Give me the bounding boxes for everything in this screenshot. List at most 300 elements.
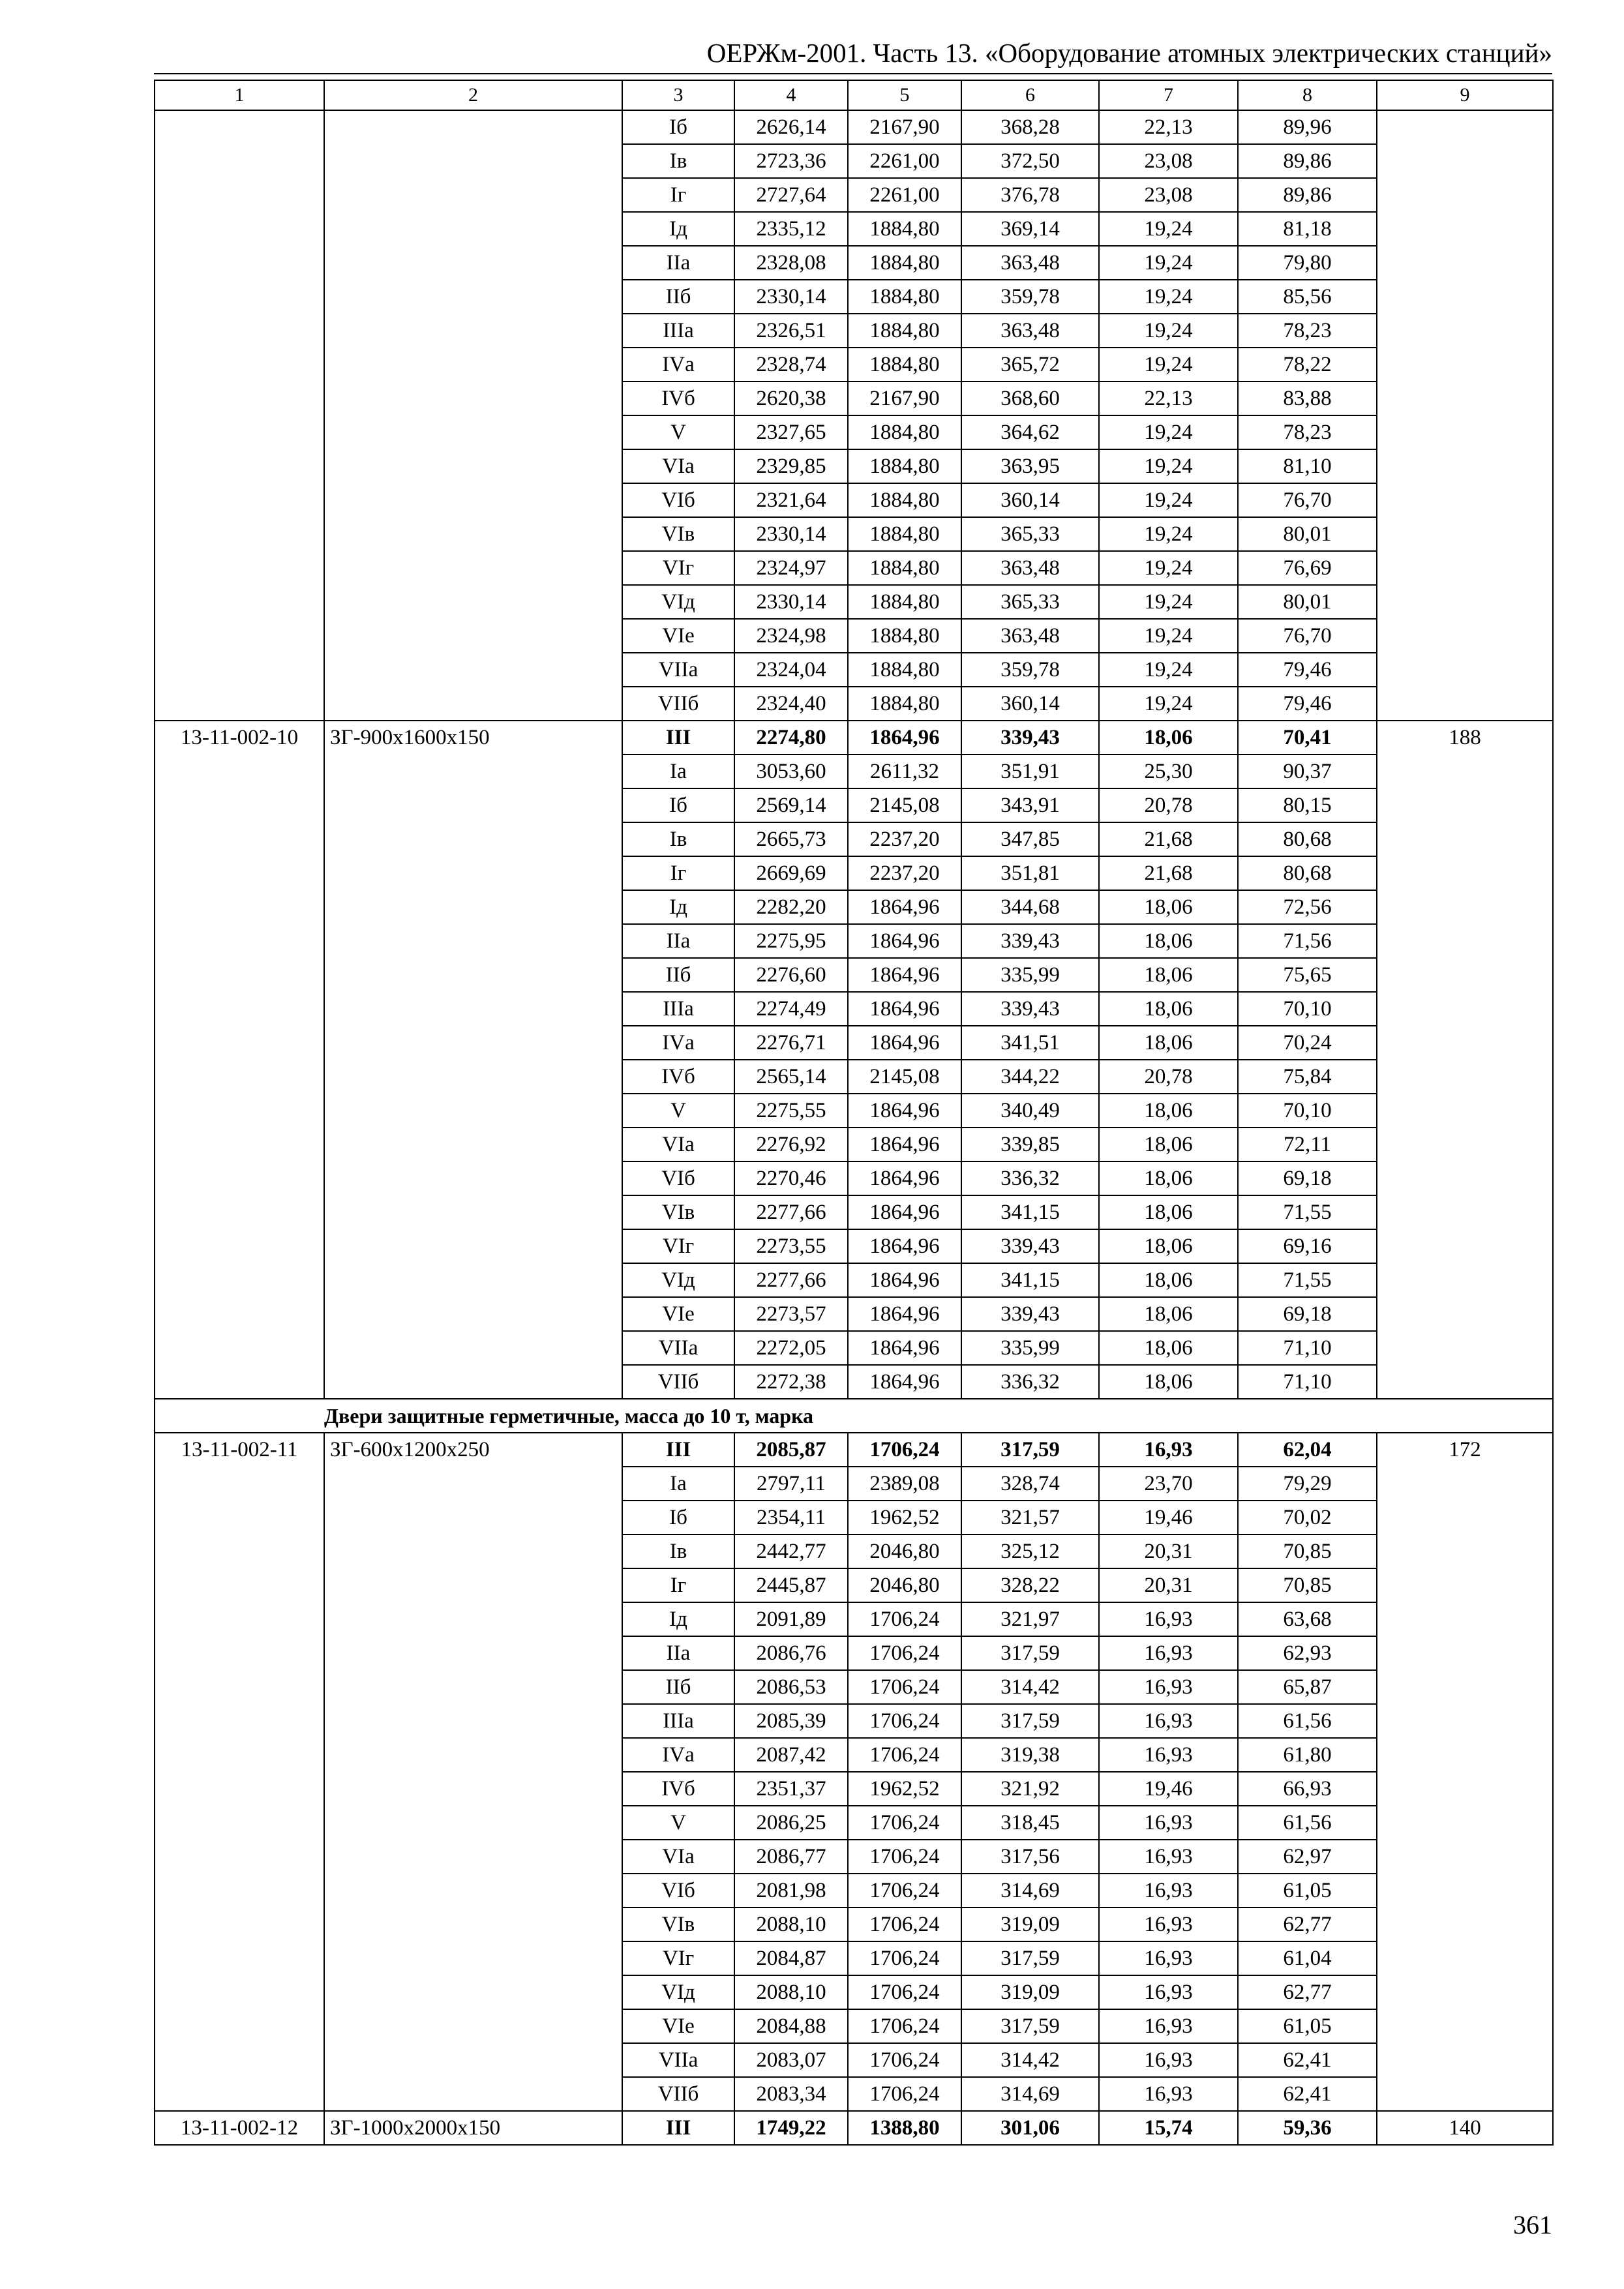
page-number: 361 xyxy=(1513,2210,1552,2239)
labor-cost: 1864,96 xyxy=(848,1331,961,1365)
labor-cost: 1884,80 xyxy=(848,517,961,551)
table-row xyxy=(155,2111,1553,2145)
rate-code xyxy=(155,110,324,721)
machine-cost: 359,78 xyxy=(961,280,1099,314)
materials-cost: 61,05 xyxy=(1238,1874,1377,1908)
materials-cost: 66,93 xyxy=(1238,1772,1377,1806)
region-zone: VIв xyxy=(622,517,734,551)
total-cost: 2727,64 xyxy=(734,178,848,212)
machinist-labor: 16,93 xyxy=(1099,1670,1238,1704)
region-zone: VIе xyxy=(622,1297,734,1331)
materials-cost: 70,85 xyxy=(1238,1534,1377,1568)
total-cost: 2328,74 xyxy=(734,348,848,382)
labor-cost: 1388,80 xyxy=(848,2111,961,2145)
region-zone: III xyxy=(622,1433,734,1467)
labor-cost: 1884,80 xyxy=(848,653,961,687)
total-cost: 2723,36 xyxy=(734,144,848,178)
labor-cost: 1884,80 xyxy=(848,449,961,483)
labor-cost: 2611,32 xyxy=(848,755,961,788)
labor-cost: 1864,96 xyxy=(848,958,961,992)
region-zone: Iд xyxy=(622,212,734,246)
machine-cost: 363,48 xyxy=(961,619,1099,653)
total-cost: 2330,14 xyxy=(734,280,848,314)
materials-cost: 78,23 xyxy=(1238,415,1377,449)
region-zone: IIб xyxy=(622,1670,734,1704)
region-zone: VIд xyxy=(622,1263,734,1297)
region-zone: IIа xyxy=(622,1636,734,1670)
labor-cost: 1706,24 xyxy=(848,1636,961,1670)
materials-cost: 62,97 xyxy=(1238,1840,1377,1874)
machine-cost: 314,42 xyxy=(961,2043,1099,2077)
region-zone: VIIб xyxy=(622,1365,734,1399)
materials-cost: 61,80 xyxy=(1238,1738,1377,1772)
labor-hours: 172 xyxy=(1377,1433,1553,2111)
materials-cost: 61,05 xyxy=(1238,2009,1377,2043)
materials-cost: 70,10 xyxy=(1238,992,1377,1026)
region-zone: IVб xyxy=(622,382,734,415)
page-header: ОЕРЖм-2001. Часть 13. «Оборудование атомных электрических станций» xyxy=(706,38,1552,68)
machine-cost: 319,09 xyxy=(961,1975,1099,2009)
machinist-labor: 18,06 xyxy=(1099,1094,1238,1128)
machine-cost: 359,78 xyxy=(961,653,1099,687)
machine-cost: 314,42 xyxy=(961,1670,1099,1704)
machine-cost: 339,85 xyxy=(961,1128,1099,1161)
machine-cost: 339,43 xyxy=(961,1297,1099,1331)
header-rule xyxy=(154,73,1552,74)
region-zone: IVб xyxy=(622,1060,734,1094)
labor-cost: 2167,90 xyxy=(848,382,961,415)
region-zone: Iб xyxy=(622,1501,734,1534)
materials-cost: 62,41 xyxy=(1238,2043,1377,2077)
labor-cost: 1706,24 xyxy=(848,1874,961,1908)
machine-cost: 319,38 xyxy=(961,1738,1099,1772)
machinist-labor: 25,30 xyxy=(1099,755,1238,788)
total-cost: 2081,98 xyxy=(734,1874,848,1908)
total-cost: 2083,34 xyxy=(734,2077,848,2111)
machinist-labor: 20,78 xyxy=(1099,788,1238,822)
machinist-labor: 19,24 xyxy=(1099,517,1238,551)
materials-cost: 70,10 xyxy=(1238,1094,1377,1128)
machine-cost: 368,28 xyxy=(961,110,1099,144)
labor-cost: 1706,24 xyxy=(848,1806,961,1840)
machinist-labor: 19,46 xyxy=(1099,1501,1238,1534)
machinist-labor: 18,06 xyxy=(1099,1263,1238,1297)
machinist-labor: 18,06 xyxy=(1099,890,1238,924)
region-zone: IIа xyxy=(622,924,734,958)
column-number: 5 xyxy=(848,80,961,110)
region-zone: Iг xyxy=(622,178,734,212)
machine-cost: 365,33 xyxy=(961,585,1099,619)
labor-cost: 1706,24 xyxy=(848,1704,961,1738)
materials-cost: 71,10 xyxy=(1238,1331,1377,1365)
labor-cost: 1884,80 xyxy=(848,483,961,517)
total-cost: 2327,65 xyxy=(734,415,848,449)
materials-cost: 70,41 xyxy=(1238,721,1377,755)
materials-cost: 89,96 xyxy=(1238,110,1377,144)
machinist-labor: 19,24 xyxy=(1099,653,1238,687)
machinist-labor: 19,24 xyxy=(1099,551,1238,585)
machine-cost: 340,49 xyxy=(961,1094,1099,1128)
total-cost: 2324,04 xyxy=(734,653,848,687)
machine-cost: 336,32 xyxy=(961,1161,1099,1195)
total-cost: 2324,40 xyxy=(734,687,848,721)
machinist-labor: 18,06 xyxy=(1099,721,1238,755)
labor-cost: 1884,80 xyxy=(848,687,961,721)
labor-hours: 140 xyxy=(1377,2111,1553,2145)
machine-cost: 363,95 xyxy=(961,449,1099,483)
total-cost: 2277,66 xyxy=(734,1263,848,1297)
materials-cost: 71,10 xyxy=(1238,1365,1377,1399)
machine-cost: 318,45 xyxy=(961,1806,1099,1840)
rate-code: 13-11-002-12 xyxy=(155,2111,324,2145)
machine-cost: 314,69 xyxy=(961,2077,1099,2111)
labor-cost: 1864,96 xyxy=(848,1195,961,1229)
machine-cost: 365,72 xyxy=(961,348,1099,382)
materials-cost: 89,86 xyxy=(1238,144,1377,178)
total-cost: 2569,14 xyxy=(734,788,848,822)
region-zone: VIг xyxy=(622,1941,734,1975)
labor-cost: 1706,24 xyxy=(848,1840,961,1874)
region-zone: V xyxy=(622,415,734,449)
column-number: 1 xyxy=(155,80,324,110)
materials-cost: 79,46 xyxy=(1238,687,1377,721)
labor-hours xyxy=(1377,110,1553,721)
labor-cost: 1864,96 xyxy=(848,1229,961,1263)
region-zone: IIIа xyxy=(622,992,734,1026)
column-number: 3 xyxy=(622,80,734,110)
equipment-name: ЗГ-600х1200х250 xyxy=(324,1433,622,2111)
labor-cost: 1706,24 xyxy=(848,1602,961,1636)
labor-cost: 1884,80 xyxy=(848,348,961,382)
materials-cost: 80,01 xyxy=(1238,585,1377,619)
labor-cost: 1864,96 xyxy=(848,1263,961,1297)
machinist-labor: 16,93 xyxy=(1099,1433,1238,1467)
section-heading: Двери защитные герметичные, масса до 10 т, марка xyxy=(324,1399,1553,1433)
materials-cost: 70,02 xyxy=(1238,1501,1377,1534)
labor-cost: 1706,24 xyxy=(848,2043,961,2077)
labor-cost: 1706,24 xyxy=(848,1670,961,1704)
materials-cost: 81,10 xyxy=(1238,449,1377,483)
equipment-name xyxy=(324,110,622,721)
labor-cost: 1864,96 xyxy=(848,1128,961,1161)
machinist-labor: 16,93 xyxy=(1099,1704,1238,1738)
rate-code: 13-11-002-11 xyxy=(155,1433,324,2111)
machine-cost: 339,43 xyxy=(961,992,1099,1026)
labor-cost: 1864,96 xyxy=(848,1297,961,1331)
section-heading-row xyxy=(155,1399,1553,1433)
machinist-labor: 15,74 xyxy=(1099,2111,1238,2145)
materials-cost: 79,46 xyxy=(1238,653,1377,687)
total-cost: 2084,87 xyxy=(734,1941,848,1975)
total-cost: 2086,76 xyxy=(734,1636,848,1670)
machinist-labor: 16,93 xyxy=(1099,2077,1238,2111)
machine-cost: 369,14 xyxy=(961,212,1099,246)
materials-cost: 72,11 xyxy=(1238,1128,1377,1161)
materials-cost: 78,22 xyxy=(1238,348,1377,382)
region-zone: VIг xyxy=(622,1229,734,1263)
machine-cost: 321,92 xyxy=(961,1772,1099,1806)
total-cost: 2088,10 xyxy=(734,1975,848,2009)
machinist-labor: 16,93 xyxy=(1099,2043,1238,2077)
materials-cost: 70,85 xyxy=(1238,1568,1377,1602)
labor-cost: 1706,24 xyxy=(848,1941,961,1975)
rate-code: 13-11-002-10 xyxy=(155,721,324,1399)
machine-cost: 317,59 xyxy=(961,1636,1099,1670)
materials-cost: 69,18 xyxy=(1238,1161,1377,1195)
materials-cost: 62,04 xyxy=(1238,1433,1377,1467)
materials-cost: 71,55 xyxy=(1238,1263,1377,1297)
labor-cost: 2145,08 xyxy=(848,788,961,822)
total-cost: 2272,05 xyxy=(734,1331,848,1365)
machine-cost: 339,43 xyxy=(961,721,1099,755)
total-cost: 2276,92 xyxy=(734,1128,848,1161)
machine-cost: 321,97 xyxy=(961,1602,1099,1636)
total-cost: 2626,14 xyxy=(734,110,848,144)
total-cost: 2277,66 xyxy=(734,1195,848,1229)
machinist-labor: 16,93 xyxy=(1099,1636,1238,1670)
total-cost: 2273,55 xyxy=(734,1229,848,1263)
total-cost: 2086,53 xyxy=(734,1670,848,1704)
materials-cost: 61,56 xyxy=(1238,1806,1377,1840)
region-zone: VIб xyxy=(622,1874,734,1908)
machine-cost: 363,48 xyxy=(961,246,1099,280)
machinist-labor: 19,24 xyxy=(1099,246,1238,280)
machinist-labor: 18,06 xyxy=(1099,1128,1238,1161)
region-zone: IVа xyxy=(622,1026,734,1060)
labor-cost: 2261,00 xyxy=(848,178,961,212)
total-cost: 2091,89 xyxy=(734,1602,848,1636)
machine-cost: 335,99 xyxy=(961,1331,1099,1365)
table-row xyxy=(155,721,1553,755)
region-zone: VIIб xyxy=(622,2077,734,2111)
materials-cost: 69,16 xyxy=(1238,1229,1377,1263)
total-cost: 2445,87 xyxy=(734,1568,848,1602)
region-zone: IIб xyxy=(622,280,734,314)
machinist-labor: 18,06 xyxy=(1099,992,1238,1026)
machinist-labor: 20,78 xyxy=(1099,1060,1238,1094)
machine-cost: 317,59 xyxy=(961,1941,1099,1975)
machinist-labor: 16,93 xyxy=(1099,1941,1238,1975)
machinist-labor: 19,24 xyxy=(1099,415,1238,449)
labor-cost: 1864,96 xyxy=(848,890,961,924)
region-zone: IVб xyxy=(622,1772,734,1806)
labor-cost: 2389,08 xyxy=(848,1467,961,1501)
machine-cost: 360,14 xyxy=(961,687,1099,721)
total-cost: 2354,11 xyxy=(734,1501,848,1534)
total-cost: 2276,60 xyxy=(734,958,848,992)
region-zone: IIIа xyxy=(622,314,734,348)
machinist-labor: 19,24 xyxy=(1099,348,1238,382)
machinist-labor: 18,06 xyxy=(1099,924,1238,958)
total-cost: 2324,97 xyxy=(734,551,848,585)
region-zone: VIа xyxy=(622,1840,734,1874)
labor-cost: 2046,80 xyxy=(848,1534,961,1568)
labor-cost: 1864,96 xyxy=(848,1161,961,1195)
labor-cost: 1706,24 xyxy=(848,2009,961,2043)
table-row xyxy=(155,1433,1553,1467)
region-zone: VIIб xyxy=(622,687,734,721)
machinist-labor: 20,31 xyxy=(1099,1534,1238,1568)
machine-cost: 336,32 xyxy=(961,1365,1099,1399)
machine-cost: 363,48 xyxy=(961,314,1099,348)
equipment-name: ЗГ-900х1600х150 xyxy=(324,721,622,1399)
region-zone: Iд xyxy=(622,890,734,924)
machine-cost: 328,22 xyxy=(961,1568,1099,1602)
machine-cost: 317,56 xyxy=(961,1840,1099,1874)
materials-cost: 62,77 xyxy=(1238,1975,1377,2009)
column-number: 2 xyxy=(324,80,622,110)
region-zone: Iв xyxy=(622,1534,734,1568)
machinist-labor: 21,68 xyxy=(1099,822,1238,856)
total-cost: 2665,73 xyxy=(734,822,848,856)
total-cost: 2797,11 xyxy=(734,1467,848,1501)
total-cost: 2335,12 xyxy=(734,212,848,246)
machinist-labor: 18,06 xyxy=(1099,1026,1238,1060)
materials-cost: 80,01 xyxy=(1238,517,1377,551)
equipment-name: ЗГ-1000х2000х150 xyxy=(324,2111,622,2145)
machine-cost: 341,15 xyxy=(961,1263,1099,1297)
region-zone: IIIа xyxy=(622,1704,734,1738)
materials-cost: 76,69 xyxy=(1238,551,1377,585)
machine-cost: 376,78 xyxy=(961,178,1099,212)
machine-cost: 339,43 xyxy=(961,1229,1099,1263)
machinist-labor: 19,24 xyxy=(1099,585,1238,619)
labor-cost: 1884,80 xyxy=(848,415,961,449)
total-cost: 2276,71 xyxy=(734,1026,848,1060)
region-zone: VIе xyxy=(622,619,734,653)
region-zone: Iб xyxy=(622,110,734,144)
total-cost: 2321,64 xyxy=(734,483,848,517)
machinist-labor: 18,06 xyxy=(1099,1195,1238,1229)
labor-cost: 1864,96 xyxy=(848,1026,961,1060)
labor-cost: 1864,96 xyxy=(848,1365,961,1399)
materials-cost: 69,18 xyxy=(1238,1297,1377,1331)
materials-cost: 83,88 xyxy=(1238,382,1377,415)
machinist-labor: 19,24 xyxy=(1099,619,1238,653)
materials-cost: 63,68 xyxy=(1238,1602,1377,1636)
machine-cost: 344,22 xyxy=(961,1060,1099,1094)
total-cost: 2087,42 xyxy=(734,1738,848,1772)
machinist-labor: 19,24 xyxy=(1099,280,1238,314)
labor-cost: 1884,80 xyxy=(848,619,961,653)
machinist-labor: 18,06 xyxy=(1099,1297,1238,1331)
machinist-labor: 16,93 xyxy=(1099,1602,1238,1636)
materials-cost: 65,87 xyxy=(1238,1670,1377,1704)
machinist-labor: 19,24 xyxy=(1099,212,1238,246)
machinist-labor: 23,70 xyxy=(1099,1467,1238,1501)
machinist-labor: 18,06 xyxy=(1099,958,1238,992)
machinist-labor: 16,93 xyxy=(1099,1738,1238,1772)
machinist-labor: 18,06 xyxy=(1099,1229,1238,1263)
price-table xyxy=(154,80,1554,2146)
labor-cost: 1884,80 xyxy=(848,314,961,348)
materials-cost: 76,70 xyxy=(1238,483,1377,517)
column-number: 9 xyxy=(1377,80,1553,110)
machinist-labor: 22,13 xyxy=(1099,382,1238,415)
total-cost: 1749,22 xyxy=(734,2111,848,2145)
labor-cost: 1864,96 xyxy=(848,1094,961,1128)
region-zone: V xyxy=(622,1806,734,1840)
machinist-labor: 19,24 xyxy=(1099,314,1238,348)
machine-cost: 341,15 xyxy=(961,1195,1099,1229)
total-cost: 3053,60 xyxy=(734,755,848,788)
labor-cost: 2237,20 xyxy=(848,856,961,890)
total-cost: 2324,98 xyxy=(734,619,848,653)
region-zone: Iд xyxy=(622,1602,734,1636)
region-zone: Iв xyxy=(622,822,734,856)
machine-cost: 317,59 xyxy=(961,1704,1099,1738)
total-cost: 2084,88 xyxy=(734,2009,848,2043)
total-cost: 2085,87 xyxy=(734,1433,848,1467)
total-cost: 2442,77 xyxy=(734,1534,848,1568)
labor-hours: 188 xyxy=(1377,721,1553,1399)
region-zone: VIIа xyxy=(622,2043,734,2077)
total-cost: 2088,10 xyxy=(734,1908,848,1941)
total-cost: 2565,14 xyxy=(734,1060,848,1094)
machine-cost: 365,33 xyxy=(961,517,1099,551)
materials-cost: 62,77 xyxy=(1238,1908,1377,1941)
machinist-labor: 18,06 xyxy=(1099,1365,1238,1399)
materials-cost: 81,18 xyxy=(1238,212,1377,246)
region-zone: III xyxy=(622,721,734,755)
machinist-labor: 22,13 xyxy=(1099,110,1238,144)
materials-cost: 78,23 xyxy=(1238,314,1377,348)
region-zone: VIд xyxy=(622,1975,734,2009)
machine-cost: 339,43 xyxy=(961,924,1099,958)
materials-cost: 62,93 xyxy=(1238,1636,1377,1670)
materials-cost: 90,37 xyxy=(1238,755,1377,788)
labor-cost: 1884,80 xyxy=(848,585,961,619)
machinist-labor: 16,93 xyxy=(1099,2009,1238,2043)
total-cost: 2330,14 xyxy=(734,517,848,551)
machine-cost: 344,68 xyxy=(961,890,1099,924)
table-body xyxy=(155,110,1553,2145)
machinist-labor: 16,93 xyxy=(1099,1806,1238,1840)
total-cost: 2085,39 xyxy=(734,1704,848,1738)
labor-cost: 1884,80 xyxy=(848,212,961,246)
labor-cost: 1706,24 xyxy=(848,1975,961,2009)
region-zone: IVа xyxy=(622,348,734,382)
region-zone: VIг xyxy=(622,551,734,585)
total-cost: 2326,51 xyxy=(734,314,848,348)
total-cost: 2086,77 xyxy=(734,1840,848,1874)
labor-cost: 2261,00 xyxy=(848,144,961,178)
column-number: 7 xyxy=(1099,80,1238,110)
machinist-labor: 19,24 xyxy=(1099,483,1238,517)
total-cost: 2274,80 xyxy=(734,721,848,755)
labor-cost: 2237,20 xyxy=(848,822,961,856)
region-zone: Iа xyxy=(622,755,734,788)
region-zone: IIб xyxy=(622,958,734,992)
machine-cost: 372,50 xyxy=(961,144,1099,178)
total-cost: 2275,55 xyxy=(734,1094,848,1128)
labor-cost: 2167,90 xyxy=(848,110,961,144)
materials-cost: 76,70 xyxy=(1238,619,1377,653)
total-cost: 2669,69 xyxy=(734,856,848,890)
region-zone: VIб xyxy=(622,1161,734,1195)
materials-cost: 89,86 xyxy=(1238,178,1377,212)
labor-cost: 1962,52 xyxy=(848,1501,961,1534)
machinist-labor: 23,08 xyxy=(1099,178,1238,212)
machine-cost: 335,99 xyxy=(961,958,1099,992)
materials-cost: 75,65 xyxy=(1238,958,1377,992)
labor-cost: 1706,24 xyxy=(848,1908,961,1941)
region-zone: VIIа xyxy=(622,1331,734,1365)
machinist-labor: 19,46 xyxy=(1099,1772,1238,1806)
total-cost: 2274,49 xyxy=(734,992,848,1026)
region-zone: IIа xyxy=(622,246,734,280)
machinist-labor: 20,31 xyxy=(1099,1568,1238,1602)
